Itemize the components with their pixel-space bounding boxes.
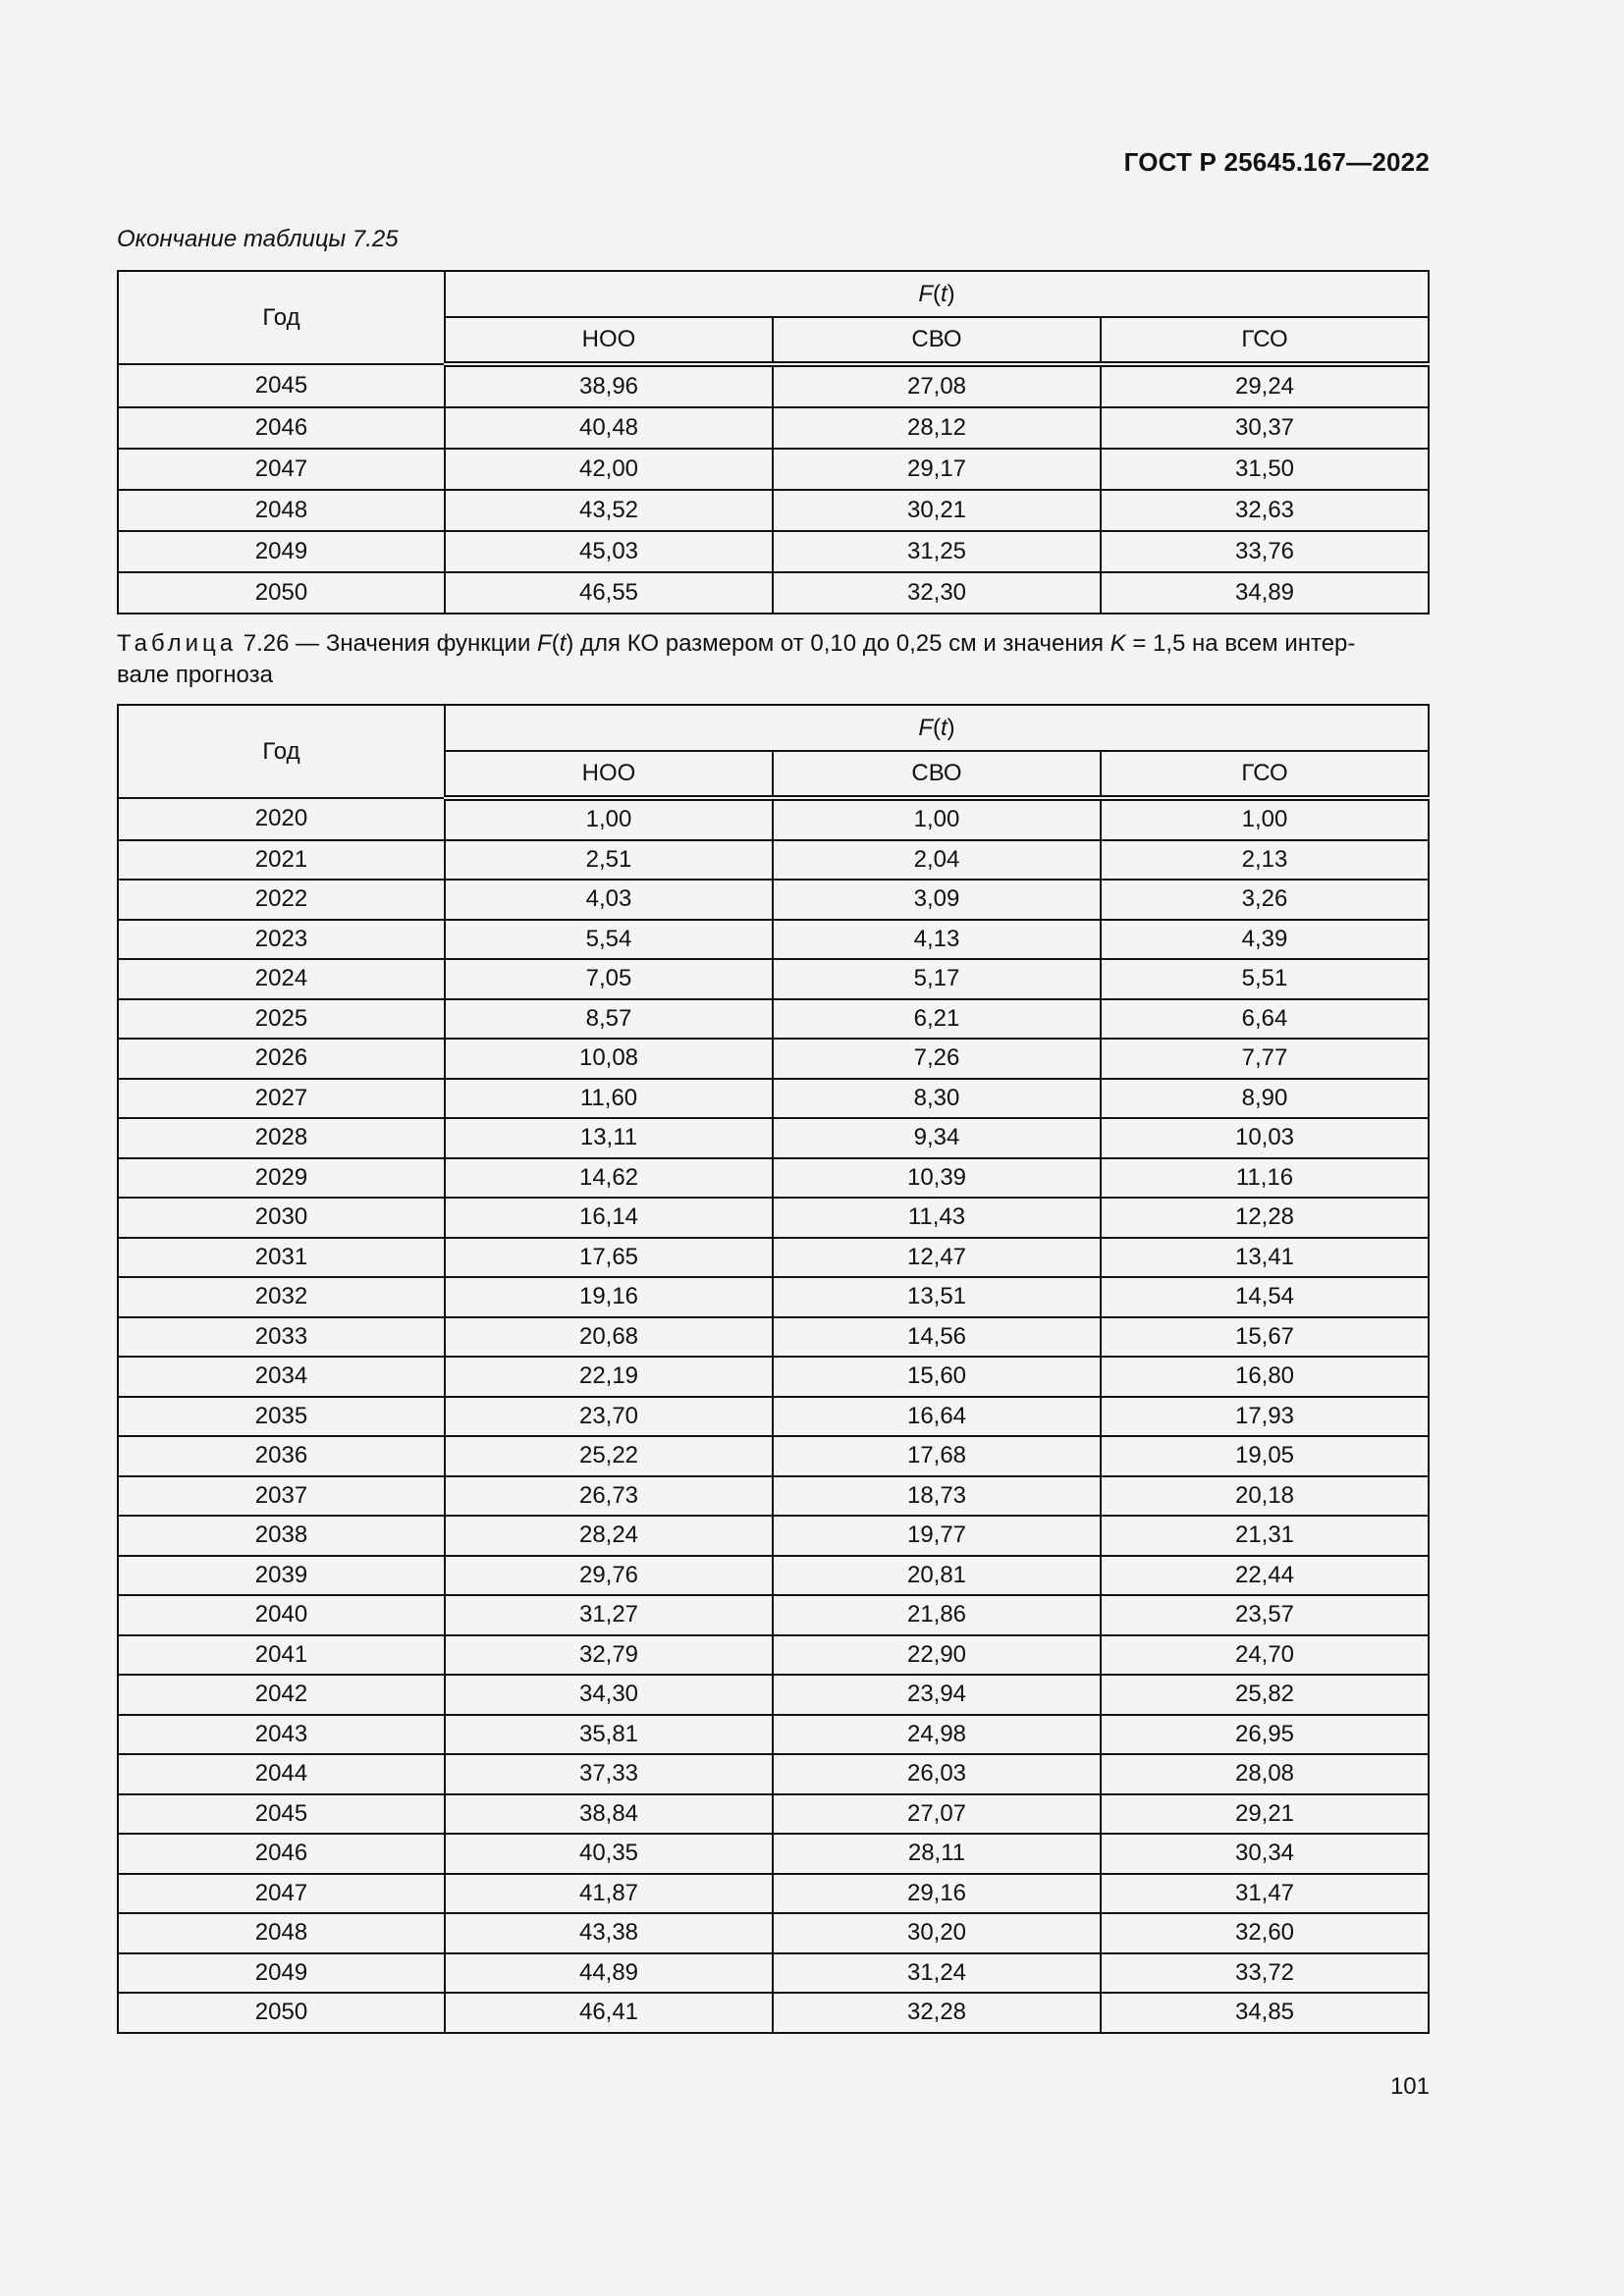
- cell-year: 2028: [118, 1118, 445, 1158]
- cell-gso: 33,72: [1101, 1953, 1429, 1994]
- cell-year: 2027: [118, 1079, 445, 1119]
- cell-year: 2045: [118, 1794, 445, 1835]
- cell-svo: 7,26: [773, 1039, 1101, 1079]
- cell-noo: 26,73: [445, 1476, 773, 1517]
- column-header-year: Год: [118, 271, 445, 364]
- column-group-header-ft: F(t): [445, 271, 1429, 317]
- cell-gso: 32,60: [1101, 1913, 1429, 1953]
- table-row: [118, 1834, 1429, 1874]
- column-header-noo: НОО: [445, 751, 773, 798]
- table-row: [118, 449, 1429, 490]
- cell-svo: 23,94: [773, 1675, 1101, 1715]
- cell-year: 2041: [118, 1635, 445, 1676]
- table-row: [118, 364, 1429, 407]
- table-row: [118, 572, 1429, 614]
- cell-svo: 10,39: [773, 1158, 1101, 1199]
- cell-svo: 13,51: [773, 1277, 1101, 1317]
- table-row: [118, 1874, 1429, 1914]
- cell-year: 2022: [118, 880, 445, 920]
- cell-svo: 1,00: [773, 798, 1101, 840]
- cell-svo: 17,68: [773, 1436, 1101, 1476]
- cell-gso: 34,85: [1101, 1993, 1429, 2033]
- cell-noo: 1,00: [445, 798, 773, 840]
- cell-noo: 16,14: [445, 1198, 773, 1238]
- table-row: [118, 1158, 1429, 1199]
- column-header-gso: ГСО: [1101, 751, 1429, 798]
- cell-svo: 8,30: [773, 1079, 1101, 1119]
- table-row: [118, 1198, 1429, 1238]
- cell-year: 2020: [118, 798, 445, 840]
- table-row: [118, 1436, 1429, 1476]
- cell-noo: 10,08: [445, 1039, 773, 1079]
- cell-noo: 20,68: [445, 1317, 773, 1358]
- cell-noo: 31,27: [445, 1595, 773, 1635]
- cell-year: 2029: [118, 1158, 445, 1199]
- table-row: [118, 1794, 1429, 1835]
- cell-gso: 33,76: [1101, 531, 1429, 572]
- table-row: [118, 1476, 1429, 1517]
- cell-year: 2049: [118, 531, 445, 572]
- table-row: [118, 1277, 1429, 1317]
- cell-noo: 46,55: [445, 572, 773, 614]
- cell-year: 2037: [118, 1476, 445, 1517]
- cell-noo: 44,89: [445, 1953, 773, 1994]
- cell-svo: 27,07: [773, 1794, 1101, 1835]
- cell-gso: 7,77: [1101, 1039, 1429, 1079]
- cell-gso: 32,63: [1101, 490, 1429, 531]
- cell-year: 2046: [118, 407, 445, 449]
- cell-gso: 19,05: [1101, 1436, 1429, 1476]
- cell-year: 2044: [118, 1754, 445, 1794]
- cell-noo: 22,19: [445, 1357, 773, 1397]
- cell-noo: 38,96: [445, 364, 773, 407]
- cell-gso: 29,24: [1101, 364, 1429, 407]
- table-row: [118, 840, 1429, 881]
- table-row: [118, 880, 1429, 920]
- cell-gso: 20,18: [1101, 1476, 1429, 1517]
- cell-gso: 26,95: [1101, 1715, 1429, 1755]
- cell-gso: 34,89: [1101, 572, 1429, 614]
- table-row: [118, 1754, 1429, 1794]
- cell-svo: 4,13: [773, 920, 1101, 960]
- cell-noo: 42,00: [445, 449, 773, 490]
- cell-svo: 11,43: [773, 1198, 1101, 1238]
- cell-gso: 13,41: [1101, 1238, 1429, 1278]
- cell-svo: 30,20: [773, 1913, 1101, 1953]
- table-row: [118, 1953, 1429, 1994]
- table-row: [118, 1635, 1429, 1676]
- cell-year: 2026: [118, 1039, 445, 1079]
- cell-noo: 8,57: [445, 999, 773, 1040]
- cell-noo: 5,54: [445, 920, 773, 960]
- cell-gso: 25,82: [1101, 1675, 1429, 1715]
- table-row: [118, 1913, 1429, 1953]
- cell-gso: 30,34: [1101, 1834, 1429, 1874]
- cell-noo: 38,84: [445, 1794, 773, 1835]
- cell-noo: 34,30: [445, 1675, 773, 1715]
- cell-noo: 7,05: [445, 959, 773, 999]
- table-row: [118, 959, 1429, 999]
- cell-svo: 22,90: [773, 1635, 1101, 1676]
- table-7-25: [117, 270, 1430, 614]
- table-7-25-body: [118, 364, 1429, 614]
- cell-year: 2047: [118, 1874, 445, 1914]
- cell-svo: 28,11: [773, 1834, 1101, 1874]
- cell-gso: 31,47: [1101, 1874, 1429, 1914]
- cell-svo: 9,34: [773, 1118, 1101, 1158]
- table-row: [118, 920, 1429, 960]
- cell-svo: 32,30: [773, 572, 1101, 614]
- table-row: [118, 1357, 1429, 1397]
- cell-gso: 23,57: [1101, 1595, 1429, 1635]
- cell-noo: 14,62: [445, 1158, 773, 1199]
- cell-noo: 29,76: [445, 1556, 773, 1596]
- table-row: [118, 1238, 1429, 1278]
- document-code-header: ГОСТ Р 25645.167—2022: [1123, 147, 1430, 177]
- table-row: [118, 1715, 1429, 1755]
- cell-noo: 40,48: [445, 407, 773, 449]
- cell-svo: 21,86: [773, 1595, 1101, 1635]
- cell-year: 2043: [118, 1715, 445, 1755]
- cell-svo: 32,28: [773, 1993, 1101, 2033]
- cell-gso: 4,39: [1101, 920, 1429, 960]
- cell-gso: 21,31: [1101, 1516, 1429, 1556]
- cell-svo: 31,25: [773, 531, 1101, 572]
- cell-year: 2040: [118, 1595, 445, 1635]
- cell-year: 2036: [118, 1436, 445, 1476]
- cell-year: 2042: [118, 1675, 445, 1715]
- cell-year: 2025: [118, 999, 445, 1040]
- cell-svo: 29,17: [773, 449, 1101, 490]
- cell-svo: 31,24: [773, 1953, 1101, 1994]
- column-group-header-ft: F(t): [445, 705, 1429, 751]
- cell-svo: 24,98: [773, 1715, 1101, 1755]
- cell-gso: 6,64: [1101, 999, 1429, 1040]
- cell-noo: 40,35: [445, 1834, 773, 1874]
- table-row: [118, 531, 1429, 572]
- cell-gso: 16,80: [1101, 1357, 1429, 1397]
- cell-year: 2031: [118, 1238, 445, 1278]
- column-header-gso: ГСО: [1101, 317, 1429, 364]
- cell-noo: 37,33: [445, 1754, 773, 1794]
- table-7-25-continuation-caption: Окончание таблицы 7.25: [117, 226, 399, 252]
- cell-noo: 17,65: [445, 1238, 773, 1278]
- table-7-26-caption: Таблица 7.26 — Значения функции F(t) для КО размером от 0,10 до 0,25 см и значения K = 1,5 на всем интер- вале прогноза: [117, 630, 1356, 688]
- cell-year: 2034: [118, 1357, 445, 1397]
- table-row: [118, 1317, 1429, 1358]
- cell-gso: 11,16: [1101, 1158, 1429, 1199]
- cell-gso: 8,90: [1101, 1079, 1429, 1119]
- table-row: [118, 1039, 1429, 1079]
- cell-year: 2045: [118, 364, 445, 407]
- table-7-26: [117, 704, 1430, 2034]
- cell-gso: 31,50: [1101, 449, 1429, 490]
- cell-noo: 43,52: [445, 490, 773, 531]
- cell-year: 2024: [118, 959, 445, 999]
- cell-gso: 24,70: [1101, 1635, 1429, 1676]
- cell-noo: 43,38: [445, 1913, 773, 1953]
- table-row: [118, 1556, 1429, 1596]
- cell-noo: 11,60: [445, 1079, 773, 1119]
- cell-gso: 10,03: [1101, 1118, 1429, 1158]
- cell-svo: 15,60: [773, 1357, 1101, 1397]
- table-7-26-body: [118, 798, 1429, 2033]
- cell-year: 2046: [118, 1834, 445, 1874]
- cell-svo: 29,16: [773, 1874, 1101, 1914]
- cell-svo: 14,56: [773, 1317, 1101, 1358]
- table-row: [118, 1993, 1429, 2033]
- table-row: [118, 1079, 1429, 1119]
- cell-svo: 6,21: [773, 999, 1101, 1040]
- table-row: [118, 1675, 1429, 1715]
- cell-svo: 16,64: [773, 1397, 1101, 1437]
- cell-svo: 26,03: [773, 1754, 1101, 1794]
- column-header-svo: СВО: [773, 751, 1101, 798]
- cell-svo: 30,21: [773, 490, 1101, 531]
- cell-gso: 1,00: [1101, 798, 1429, 840]
- cell-year: 2035: [118, 1397, 445, 1437]
- page-number: 101: [1389, 2073, 1430, 2100]
- cell-noo: 32,79: [445, 1635, 773, 1676]
- cell-year: 2032: [118, 1277, 445, 1317]
- cell-year: 2039: [118, 1556, 445, 1596]
- cell-noo: 4,03: [445, 880, 773, 920]
- table-row: [118, 490, 1429, 531]
- cell-gso: 28,08: [1101, 1754, 1429, 1794]
- cell-svo: 19,77: [773, 1516, 1101, 1556]
- cell-gso: 5,51: [1101, 959, 1429, 999]
- caption-word-table: Таблица: [117, 630, 238, 657]
- cell-gso: 14,54: [1101, 1277, 1429, 1317]
- cell-gso: 30,37: [1101, 407, 1429, 449]
- cell-year: 2050: [118, 572, 445, 614]
- cell-gso: 15,67: [1101, 1317, 1429, 1358]
- cell-gso: 17,93: [1101, 1397, 1429, 1437]
- cell-year: 2021: [118, 840, 445, 881]
- cell-year: 2038: [118, 1516, 445, 1556]
- cell-noo: 46,41: [445, 1993, 773, 2033]
- table-row: [118, 1516, 1429, 1556]
- cell-noo: 45,03: [445, 531, 773, 572]
- cell-noo: 41,87: [445, 1874, 773, 1914]
- table-row: [118, 999, 1429, 1040]
- cell-gso: 22,44: [1101, 1556, 1429, 1596]
- cell-svo: 18,73: [773, 1476, 1101, 1517]
- cell-year: 2047: [118, 449, 445, 490]
- cell-noo: 25,22: [445, 1436, 773, 1476]
- cell-noo: 13,11: [445, 1118, 773, 1158]
- table-row: [118, 798, 1429, 840]
- cell-noo: 19,16: [445, 1277, 773, 1317]
- cell-noo: 23,70: [445, 1397, 773, 1437]
- cell-gso: 29,21: [1101, 1794, 1429, 1835]
- cell-noo: 28,24: [445, 1516, 773, 1556]
- column-header-noo: НОО: [445, 317, 773, 364]
- caption-line-2: вале прогноза: [117, 662, 273, 688]
- table-row: [118, 1118, 1429, 1158]
- cell-gso: 12,28: [1101, 1198, 1429, 1238]
- cell-svo: 5,17: [773, 959, 1101, 999]
- cell-year: 2050: [118, 1993, 445, 2033]
- table-row: [118, 407, 1429, 449]
- cell-svo: 28,12: [773, 407, 1101, 449]
- cell-year: 2048: [118, 1913, 445, 1953]
- table-row: [118, 1397, 1429, 1437]
- cell-svo: 12,47: [773, 1238, 1101, 1278]
- cell-svo: 2,04: [773, 840, 1101, 881]
- cell-svo: 27,08: [773, 364, 1101, 407]
- cell-noo: 2,51: [445, 840, 773, 881]
- cell-year: 2033: [118, 1317, 445, 1358]
- cell-svo: 3,09: [773, 880, 1101, 920]
- cell-svo: 20,81: [773, 1556, 1101, 1596]
- column-header-year: Год: [118, 705, 445, 798]
- table-row: [118, 1595, 1429, 1635]
- cell-gso: 3,26: [1101, 880, 1429, 920]
- cell-gso: 2,13: [1101, 840, 1429, 881]
- cell-noo: 35,81: [445, 1715, 773, 1755]
- cell-year: 2023: [118, 920, 445, 960]
- cell-year: 2030: [118, 1198, 445, 1238]
- cell-year: 2049: [118, 1953, 445, 1994]
- column-header-svo: СВО: [773, 317, 1101, 364]
- cell-year: 2048: [118, 490, 445, 531]
